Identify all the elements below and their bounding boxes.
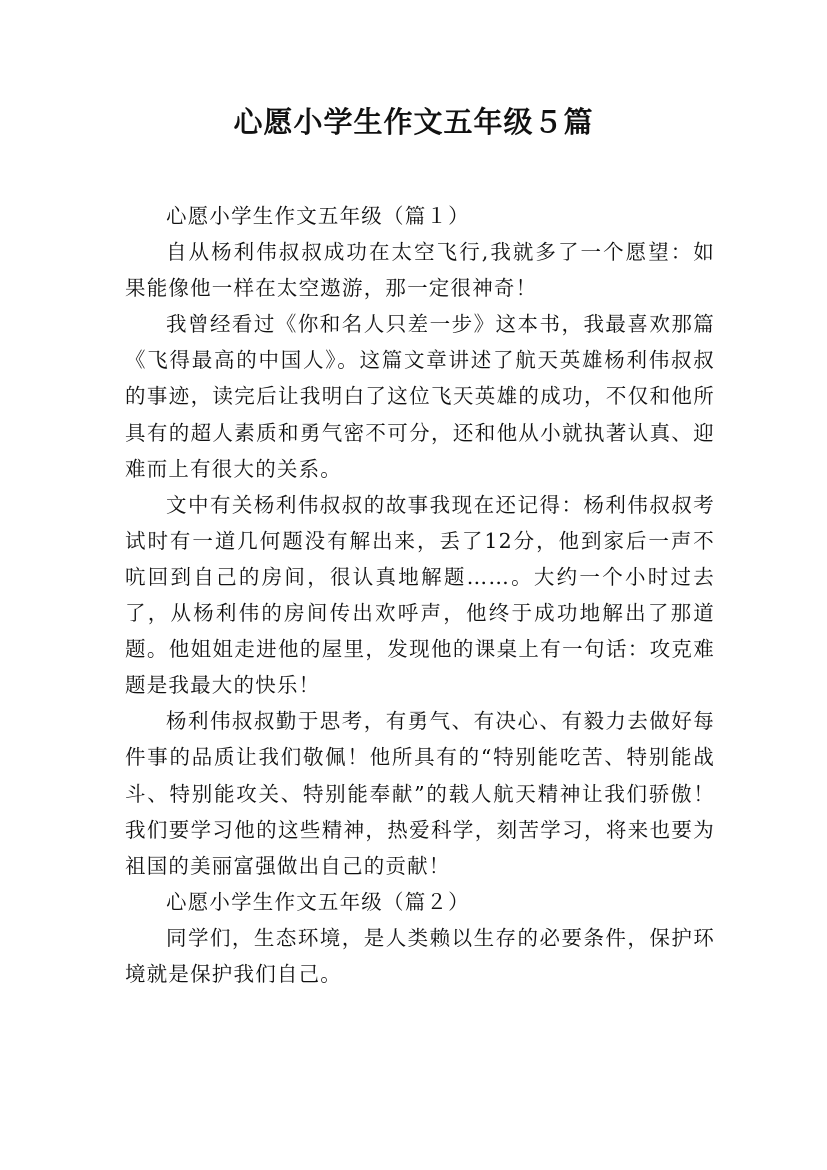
- document-title: 心愿小学生作文五年级５篇: [233, 105, 594, 139]
- paragraph: 自从杨利伟叔叔成功在太空飞行,我就多了一个愿望：如果能像他一样在太空遨游，那一定很神奇！: [125, 240, 715, 301]
- section-heading-2: 心愿小学生作文五年级（篇２）: [166, 889, 470, 914]
- paragraph: 杨利伟叔叔勤于思考，有勇气、有决心、有毅力去做好每件事的品质让我们敬佩！他所具有的“特别能吃苦、特别能战斗、特别能攻关、特别能奉献”的载人航天精神让我们骄傲！我们要学习他的这些精神，热爱科学，刻苦学习，将来也要为祖国的美丽富强做出自己的贡献！: [125, 709, 715, 878]
- section-heading-1: 心愿小学生作文五年级（篇１）: [166, 204, 470, 228]
- paragraph: 文中有关杨利伟叔叔的故事我现在还记得：杨利伟叔叔考试时有一道几何题没有解出来，丢了12分，他到家后一声不吭回到自己的房间，很认真地解题……。大约一个小时过去了，从杨利伟的房间传出欢呼声，他终于成功地解出了那道题。他姐姐走进他的屋里，发现他的课桌上有一句话：攻克难题是我最大的快乐！: [125, 492, 715, 698]
- paragraph: 同学们，生态环境，是人类赖以生存的必要条件，保护环境就是保护我们自己。: [125, 925, 715, 986]
- document-body: [125, 198, 715, 992]
- paragraph: 我曾经看过《你和名人只差一步》这本书，我最喜欢那篇《飞得最高的中国人》。这篇文章讲述了航天英雄杨利伟叔叔的事迹，读完后让我明白了这位飞天英雄的成功，不仅和他所具有的超人素质和勇气密不可分，还和他从小就执著认真、迎难而上有很大的关系。: [125, 312, 715, 481]
